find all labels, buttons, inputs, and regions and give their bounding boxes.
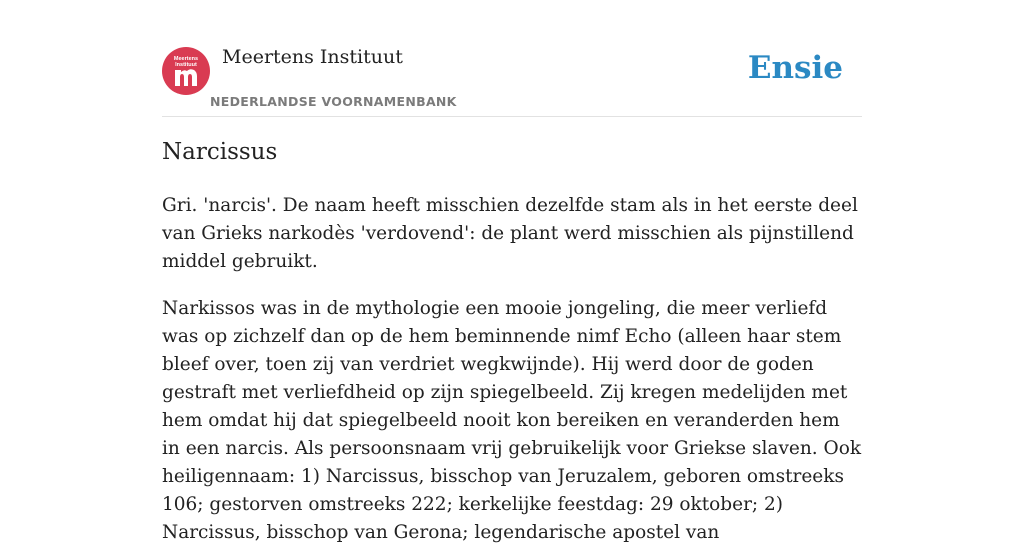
page-title: Narcissus — [162, 139, 278, 165]
site-subtitle: NEDERLANDSE VOORNAMENBANK — [210, 94, 457, 109]
article-paragraph: Narkissos was in de mythologie een mooie jongeling, die meer verliefd was op zichzelf dan op de hem beminnende nimf Echo (alleen haar stem bleef over, toen zij van verdriet wegkwijnde). Hij werd door de goden gestraft met verliefdheid op zijn spiegelbeeld. Zij kregen medelijden met hem omdat hij dat spiegelbeeld nooit kon bereiken en veranderden hem in een narcis. Als persoonsnaam vrij gebruikelijk voor Griekse slaven. Ook heiligennaam: 1) Narcissus, bisschop van Jeruzalem, geboren omstreeks 106; gestorven omstreeks 222; kerkelijke feestdag: 29 oktober; 2) Narcissus, bisschop van Gerona; legendarische apostel van — [162, 298, 862, 543]
logo-text-line1: Meertens — [173, 56, 199, 62]
article-paragraph: Gri. 'narcis'. De naam heeft misschien dezelfde stam als in het eerste deel van Grieks narkodès 'verdovend': de plant werd misschien als pijnstillend middel gebruikt. — [162, 195, 858, 272]
org-name[interactable]: Meertens Instituut — [222, 46, 403, 68]
ensie-brand-logo[interactable]: Ensie — [747, 50, 843, 86]
logo-text-line2: Instituut — [175, 62, 197, 68]
site-header — [162, 46, 862, 117]
logo-m-icon — [174, 67, 198, 87]
meertens-logo[interactable] — [162, 47, 210, 95]
